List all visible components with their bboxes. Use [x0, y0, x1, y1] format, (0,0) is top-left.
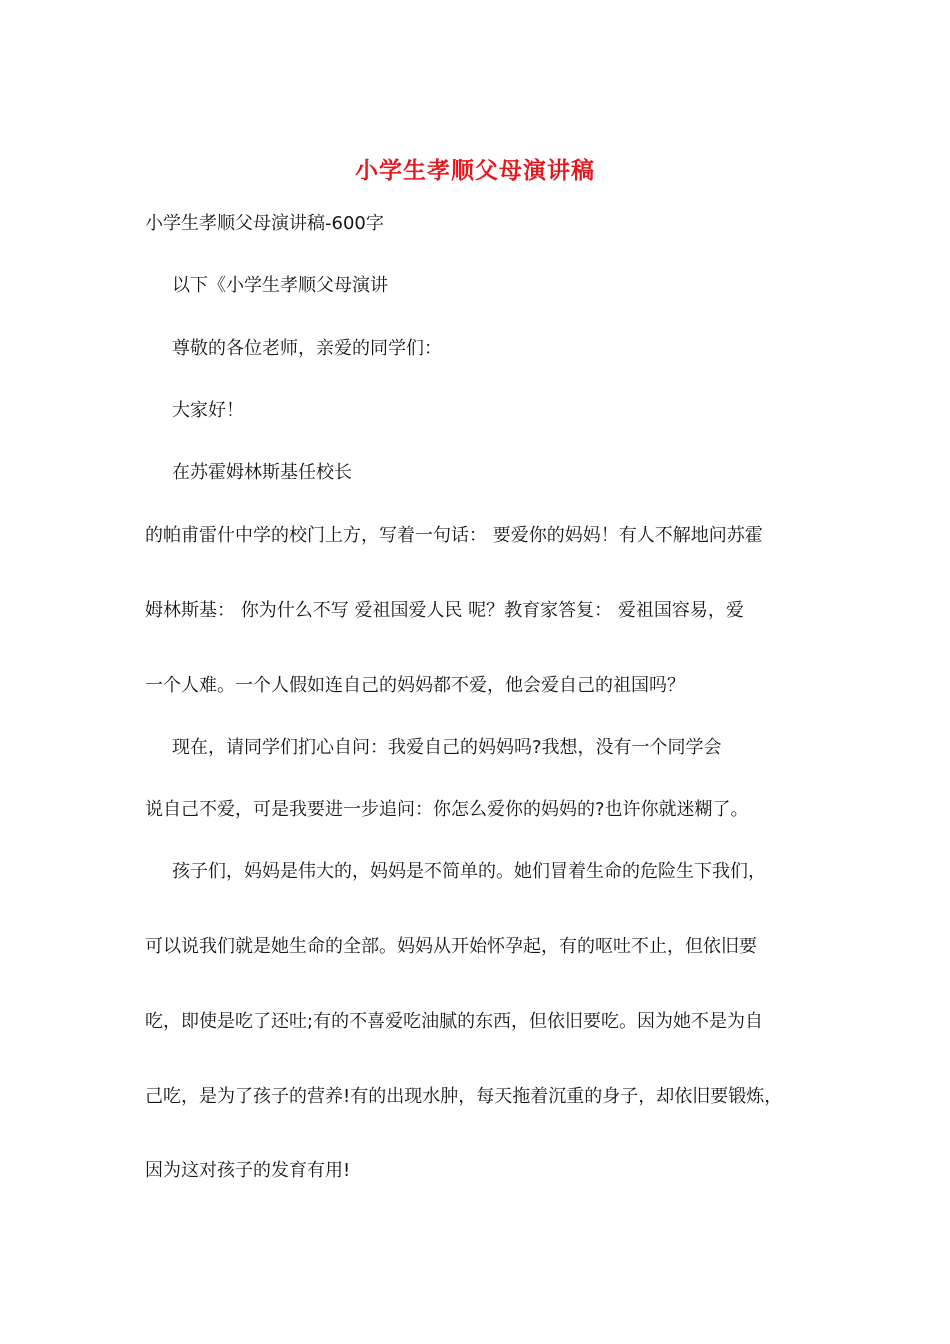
document-title: 小学生孝顺父母演讲稿	[355, 157, 595, 184]
salutation-line: 尊敬的各位老师，亲爱的同学们：	[172, 338, 442, 359]
subtitle-line: 小学生孝顺父母演讲稿-600字	[145, 213, 384, 234]
paragraph-line: 可以说我们就是她生命的全部。妈妈从开始怀孕起，有的呕吐不止，但依旧要	[145, 936, 757, 957]
paragraph-line: 说自己不爱，可是我要进一步追问：你怎么爱你的妈妈的?也许你就迷糊了。	[145, 799, 749, 820]
paragraph-line: 在苏霍姆林斯基任校长	[172, 462, 352, 483]
paragraph-line: 的帕甫雷什中学的校门上方，写着一句话： 要爱你的妈妈！有人不解地问苏霍	[145, 525, 763, 546]
paragraph-line: 姆林斯基： 你为什么不写 爱祖国爱人民 呢？教育家答复： 爱祖国容易，爱	[145, 600, 744, 621]
paragraph-line: 孩子们，妈妈是伟大的，妈妈是不简单的。她们冒着生命的危险生下我们，	[172, 861, 766, 882]
paragraph-line: 己吃，是为了孩子的营养!有的出现水肿，每天拖着沉重的身子，却依旧要锻炼，	[145, 1086, 783, 1107]
paragraph-line: 以下《小学生孝顺父母演讲	[172, 275, 388, 296]
paragraph-line: 现在，请同学们扪心自问：我爱自己的妈妈吗?我想，没有一个同学会	[172, 737, 722, 758]
greeting-line: 大家好！	[172, 400, 244, 421]
paragraph-line: 一个人难。一个人假如连自己的妈妈都不爱，他会爱自己的祖国吗？	[145, 675, 685, 696]
paragraph-line: 因为这对孩子的发育有用!	[145, 1160, 351, 1181]
paragraph-line: 吃，即使是吃了还吐;有的不喜爱吃油腻的东西，但依旧要吃。因为她不是为自	[145, 1011, 764, 1032]
